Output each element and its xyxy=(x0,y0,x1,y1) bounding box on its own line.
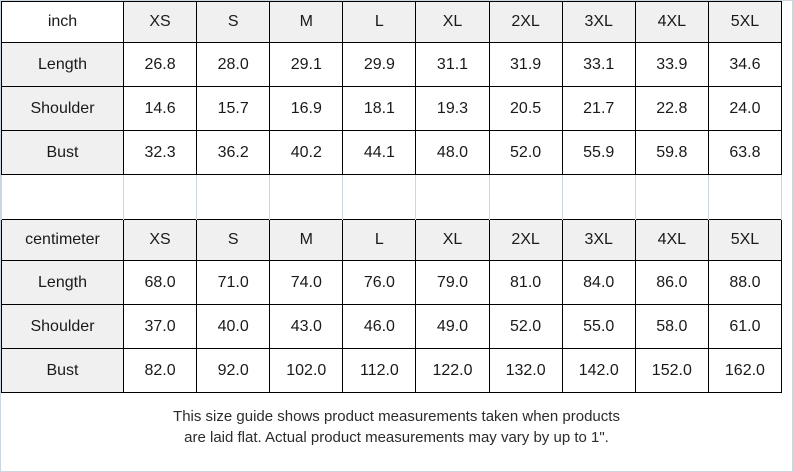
measurement-row-bust-inch xyxy=(2,131,782,175)
measurement-cell: 152.0 xyxy=(635,349,708,393)
measurement-cell: 26.8 xyxy=(124,43,197,87)
measurement-cell: 32.3 xyxy=(124,131,197,175)
unit-cell-centimeter: centimeter xyxy=(2,220,124,261)
row-label-cell: Bust xyxy=(2,349,124,393)
spacer-cell xyxy=(489,175,562,220)
size-column-header: 2XL xyxy=(489,2,562,43)
row-label-cell: Length xyxy=(2,261,124,305)
spacer-cell xyxy=(2,175,124,220)
size-column-header: M xyxy=(270,2,343,43)
measurement-cell: 49.0 xyxy=(416,305,489,349)
size-column-header: XS xyxy=(124,220,197,261)
measurement-cell: 79.0 xyxy=(416,261,489,305)
measurement-cell: 16.9 xyxy=(270,87,343,131)
measurement-cell: 29.9 xyxy=(343,43,416,87)
measurement-cell: 14.6 xyxy=(124,87,197,131)
measurement-cell: 76.0 xyxy=(343,261,416,305)
measurement-cell: 19.3 xyxy=(416,87,489,131)
measurement-cell: 15.7 xyxy=(197,87,270,131)
measurement-row-length-centimeter xyxy=(2,261,782,305)
size-column-header: S xyxy=(197,2,270,43)
spacer-cell xyxy=(416,175,489,220)
measurement-cell: 48.0 xyxy=(416,131,489,175)
spacer-cell xyxy=(124,175,197,220)
size-table xyxy=(1,1,782,393)
row-label-cell: Bust xyxy=(2,131,124,175)
measurement-cell: 92.0 xyxy=(197,349,270,393)
size-column-header: S xyxy=(197,220,270,261)
measurement-cell: 122.0 xyxy=(416,349,489,393)
size-header-row-inch xyxy=(2,2,782,43)
row-label-cell: Length xyxy=(2,43,124,87)
measurement-cell: 84.0 xyxy=(562,261,635,305)
size-column-header: 3XL xyxy=(562,2,635,43)
measurement-cell: 28.0 xyxy=(197,43,270,87)
spacer-cell xyxy=(343,175,416,220)
measurement-cell: 55.9 xyxy=(562,131,635,175)
measurement-cell: 58.0 xyxy=(635,305,708,349)
measurement-cell: 88.0 xyxy=(708,261,781,305)
measurement-cell: 162.0 xyxy=(708,349,781,393)
size-column-header: 4XL xyxy=(635,2,708,43)
measurement-cell: 112.0 xyxy=(343,349,416,393)
measurement-cell: 40.2 xyxy=(270,131,343,175)
spacer-cell xyxy=(270,175,343,220)
measurement-cell: 22.8 xyxy=(635,87,708,131)
size-column-header: L xyxy=(343,2,416,43)
spacer-cell xyxy=(708,175,781,220)
measurement-cell: 59.8 xyxy=(635,131,708,175)
measurement-row-bust-centimeter xyxy=(2,349,782,393)
measurement-cell: 31.1 xyxy=(416,43,489,87)
measurement-row-shoulder-centimeter xyxy=(2,305,782,349)
size-column-header: 5XL xyxy=(708,2,781,43)
measurement-cell: 21.7 xyxy=(562,87,635,131)
measurement-cell: 34.6 xyxy=(708,43,781,87)
note-line-1: This size guide shows product measurements taken when products xyxy=(173,408,620,425)
measurement-cell: 36.2 xyxy=(197,131,270,175)
measurement-cell: 40.0 xyxy=(197,305,270,349)
measurement-cell: 20.5 xyxy=(489,87,562,131)
measurement-cell: 52.0 xyxy=(489,131,562,175)
size-column-header: 4XL xyxy=(635,220,708,261)
measurement-row-length-inch xyxy=(2,43,782,87)
measurement-cell: 29.1 xyxy=(270,43,343,87)
size-guide-note xyxy=(1,406,792,448)
note-line-2: are laid flat. Actual product measurements may vary by up to 1". xyxy=(184,429,609,446)
measurement-cell: 68.0 xyxy=(124,261,197,305)
measurement-cell: 44.1 xyxy=(343,131,416,175)
measurement-cell: 24.0 xyxy=(708,87,781,131)
size-column-header: 2XL xyxy=(489,220,562,261)
measurement-cell: 81.0 xyxy=(489,261,562,305)
size-column-header: L xyxy=(343,220,416,261)
measurement-cell: 74.0 xyxy=(270,261,343,305)
measurement-cell: 63.8 xyxy=(708,131,781,175)
measurement-cell: 33.9 xyxy=(635,43,708,87)
spacer-cell xyxy=(197,175,270,220)
spacer-row xyxy=(2,175,782,220)
measurement-cell: 43.0 xyxy=(270,305,343,349)
spacer-cell xyxy=(635,175,708,220)
measurement-cell: 37.0 xyxy=(124,305,197,349)
row-label-cell: Shoulder xyxy=(2,87,124,131)
size-column-header: XL xyxy=(416,220,489,261)
measurement-cell: 55.0 xyxy=(562,305,635,349)
size-column-header: M xyxy=(270,220,343,261)
measurement-cell: 46.0 xyxy=(343,305,416,349)
measurement-cell: 61.0 xyxy=(708,305,781,349)
measurement-cell: 82.0 xyxy=(124,349,197,393)
row-label-cell: Shoulder xyxy=(2,305,124,349)
measurement-cell: 52.0 xyxy=(489,305,562,349)
measurement-cell: 18.1 xyxy=(343,87,416,131)
measurement-row-shoulder-inch xyxy=(2,87,782,131)
measurement-cell: 31.9 xyxy=(489,43,562,87)
size-header-row-centimeter xyxy=(2,220,782,261)
measurement-cell: 102.0 xyxy=(270,349,343,393)
unit-cell-inch: inch xyxy=(2,2,124,43)
size-column-header: 3XL xyxy=(562,220,635,261)
measurement-cell: 132.0 xyxy=(489,349,562,393)
size-table-body xyxy=(2,2,782,393)
measurement-cell: 142.0 xyxy=(562,349,635,393)
measurement-cell: 86.0 xyxy=(635,261,708,305)
size-column-header: 5XL xyxy=(708,220,781,261)
measurement-cell: 71.0 xyxy=(197,261,270,305)
size-column-header: XL xyxy=(416,2,489,43)
spacer-cell xyxy=(562,175,635,220)
measurement-cell: 33.1 xyxy=(562,43,635,87)
size-column-header: XS xyxy=(124,2,197,43)
